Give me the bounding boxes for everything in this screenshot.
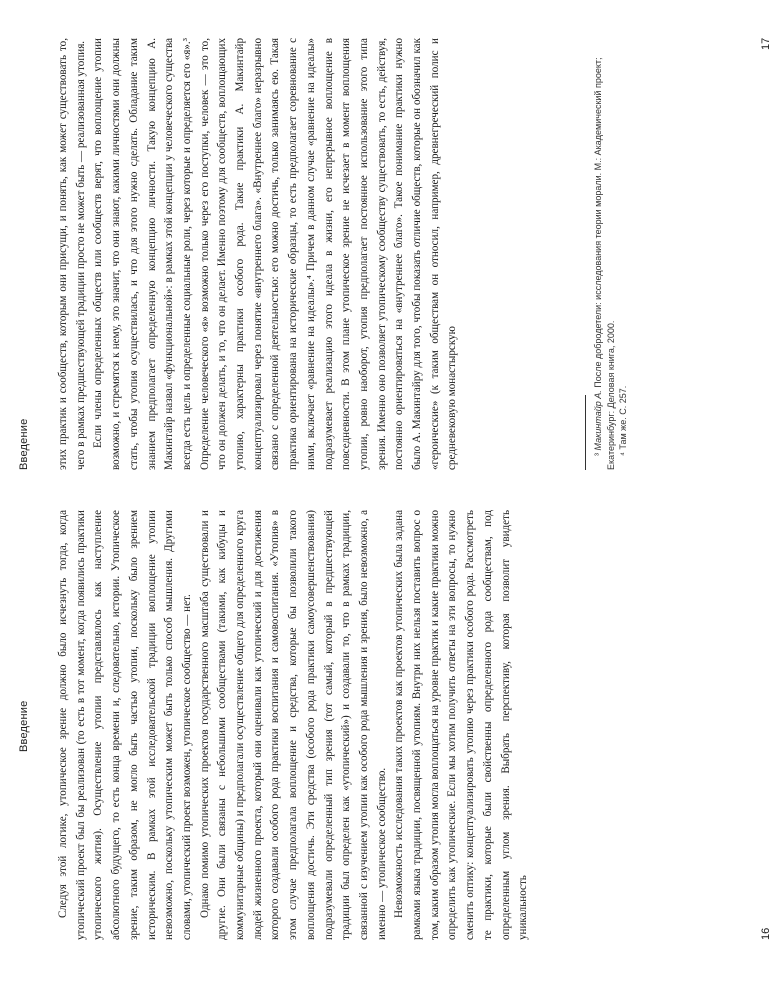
footnote-text: Там же. С. 257. — [618, 385, 628, 450]
right-page-text — [55, 38, 462, 470]
footnote-author: Макинтайр А. — [593, 390, 603, 451]
footnote-mark: ³ — [593, 453, 603, 456]
left-page-text — [55, 510, 533, 940]
paragraph: Однако помимо утопических проектов государственного масштаба существовали и другие. Они были связаны с небольшими сообществами (такими, как кибуцы и коммунитарные общины) и предполагали осуществление общего для определенного круга людей жизненного проекта, который они оценивали как утопический и для достижения которого создавали особого рода практики воспитания и самовоспитания. «Утопия» в этом случае предполагала воплощение и средства, которые бы позволили такого воплощения достичь. Эти средства (особого рода практики самоусовершенствования) подразумевали определенный тип зрения (тот самый, который в предшествующей традиции был определен как «утопический») и создавали то, что в рамках традиции, связанной с изучением утопии как особого рода мышления и зрения, было невозможно, а именно — утопическое сообщество. — [198, 510, 388, 940]
footnote-divider — [585, 395, 586, 470]
right-page-number: 17 — [760, 37, 772, 50]
footnote — [617, 38, 630, 470]
paragraph: Следуя этой логике, утопическое зрение должно было исчезнуть тогда, когда утопический проект был бы реализован (то есть в тот момент, когда появились практики утопического жития). Осуществление утопии представлялось как наступление абсолютного будущего, то есть конца времени и, следовательно, истории. Утопическое зрение, таким образом, не могло быть частью утопии, поскольку было зрением историческим. В рамках этой исследовательской традиции воплощение утопии невозможно, поскольку утопическим может быть только способ мышления. Другими словами, утопический проект возможен, утопическое сообщество — нет. — [57, 510, 193, 940]
paragraph: этих практик и сообществ, которым они присущи, и понять, как может существовать то, чего в рамках предшествующей традиции просто не может быть — реализованная утопия. — [57, 38, 87, 470]
paragraph: Невозможность исследования таких проектов как проектов утопических была задана рамками языка традиции, посвященной утопиям. Внутри них нельзя поставить вопрос о том, каким образом утопия могла воплощаться на уровне практик и какие практики можно определить как утопические. Если мы хотим получить ответы на эти вопросы, то нужно сменить оптику: концептуализировать утопию через практики особого рода. Рассмотреть те практики, которые были свойственны определенного рода сообществам, под определенным углом зрения. Выбрать перспективу, которая позволит увидеть уникальность — [393, 510, 530, 940]
left-page-number: 16 — [760, 927, 772, 940]
footnote-text: После добродетели: исследования теории морали. М.: Академический проект; Екатеринбург: Деловая книга, 2000. — [593, 57, 616, 470]
footnote-mark: ⁴ — [618, 452, 628, 456]
footnote — [592, 38, 617, 470]
right-page-header: Введение — [18, 418, 30, 470]
footnotes — [592, 38, 630, 470]
paragraph: Если члены определенных обществ или сообществ верят, что воплощение утопии возможно, и стремятся к нему, это значит, что они знают, какими личностями они должны стать, чтобы утопия осуществилась, и что для этого нужно сделать. Обладание таким знанием предполагает определенную концепцию личности. Такую концепцию А. Макинтайр назвал «функциональной»: в рамках этой концепции у человеческого существа всегда есть цель и определенные социальные роли, через которые и определяется его «я».³ Определение человеческого «я» возможно только через его поступки, человек — это то, что он должен делать, и то, что он делает. Именно поэтому для сообществ, воплощающих утопию, характерны практики особого рода. Такие практики А. Макинтайр концептуализировал через понятие «внутреннего блага». «Внутреннее благо» неразрывно связано с определенной деятельностью: его можно достичь, только занимаясь ею. Такая практика ориентирована на исторические образцы, то есть предполагает соревнование с ними, включает «равнение на идеалы».⁴ Причем в данном случае «равнение на идеалы» подразумевает реализацию этого идеала в жизни, его непрерывное воплощение в повседневности. В этом плане утопическое зрение не исчезает в момент воплощения утопии, ровно наоборот, утопия предполагает постоянное использование этого типа зрения. Именно оно позволяет утопическому сообществу существовать, то есть, действуя, постоянно ориентироваться на «внутреннее благо». Такое понимание практики нужно было А. Макинтайру для того, чтобы показать отличие обществ, которые он обозначил как «героические» (к таким обществам он относил, например, древнегреческий полис и средневековую монастырскую — [92, 38, 459, 470]
left-page-header: Введение — [18, 700, 30, 752]
